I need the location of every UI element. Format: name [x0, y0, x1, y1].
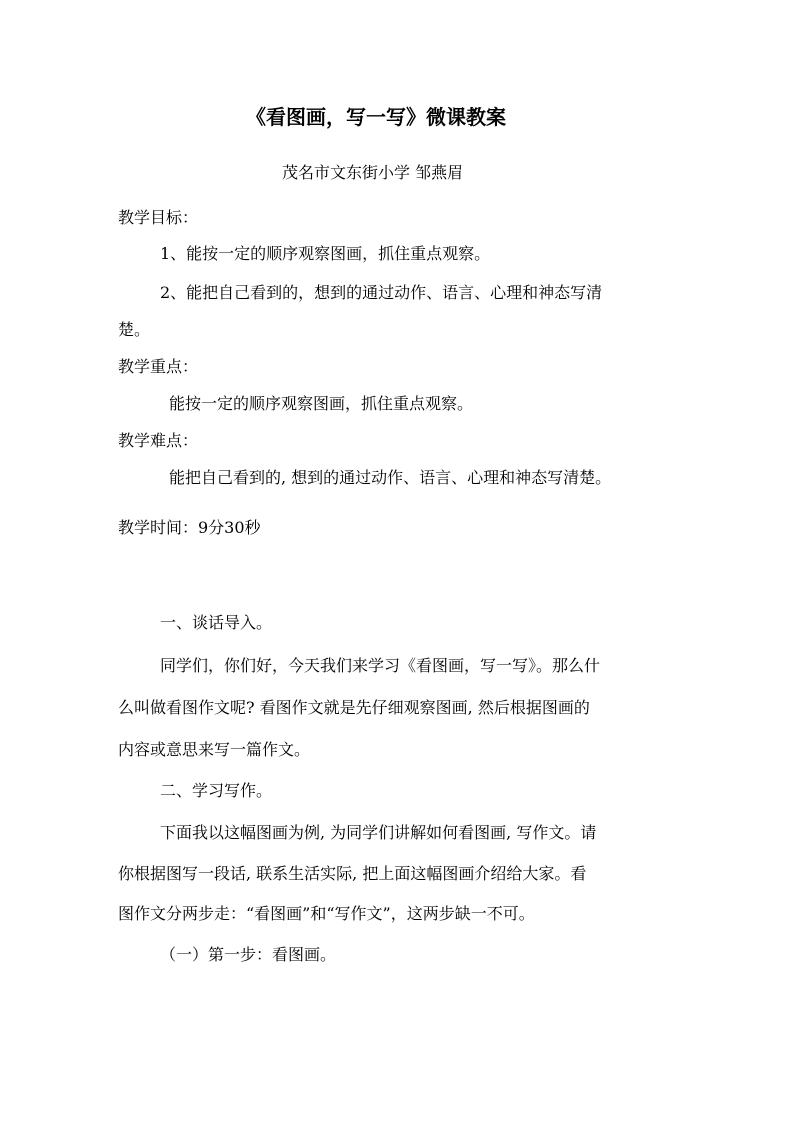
author-line: 茂名市文东街小学 邹燕眉	[282, 163, 464, 182]
difficulty-text: 能把自己看到的, 想到的通过动作、语言、心理和神态写清楚。	[169, 468, 612, 487]
difficulty-heading: 教学难点：	[118, 431, 199, 450]
objectives-heading: 教学目标：	[118, 208, 199, 227]
key-point-heading: 教学重点：	[118, 357, 199, 376]
objective-2-line-2: 楚。	[118, 320, 151, 339]
section-1-line-3: 内容或意思来写一篇作文。	[118, 740, 311, 759]
section-1-heading: 一、谈话导入。	[160, 613, 273, 632]
objective-2-line-1: 2、能把自己看到的，想到的通过动作、语言、心理和神态写清	[160, 283, 603, 302]
objective-1: 1、能按一定的顺序观察图画，抓住重点观察。	[160, 244, 491, 263]
section-2-heading: 二、学习写作。	[160, 781, 273, 800]
section-1-line-1: 同学们，你们好，今天我们来学习《看图画，写一写》。那么什	[160, 656, 601, 675]
section-2-line-1: 下面我以这幅图画为例, 为同学们讲解如何看图画, 写作文。请	[160, 823, 597, 842]
key-point-text: 能按一定的顺序观察图画，抓住重点观察。	[169, 394, 474, 413]
teaching-time: 教学时间：9分30秒	[118, 518, 261, 537]
section-2-line-2: 你根据图写一段话, 联系生活实际, 把上面这幅图画介绍给大家。看	[118, 864, 587, 883]
step-1-heading: （一）第一步：看图画。	[160, 945, 337, 964]
document-title: 《看图画，写一写》微课教案	[246, 105, 506, 129]
section-1-line-2: 么叫做看图作文呢? 看图作文就是先仔细观察图画, 然后根据图画的	[118, 698, 590, 717]
section-2-line-3: 图作文分两步走：“看图画”和“写作文”，这两步缺一不可。	[118, 904, 535, 923]
